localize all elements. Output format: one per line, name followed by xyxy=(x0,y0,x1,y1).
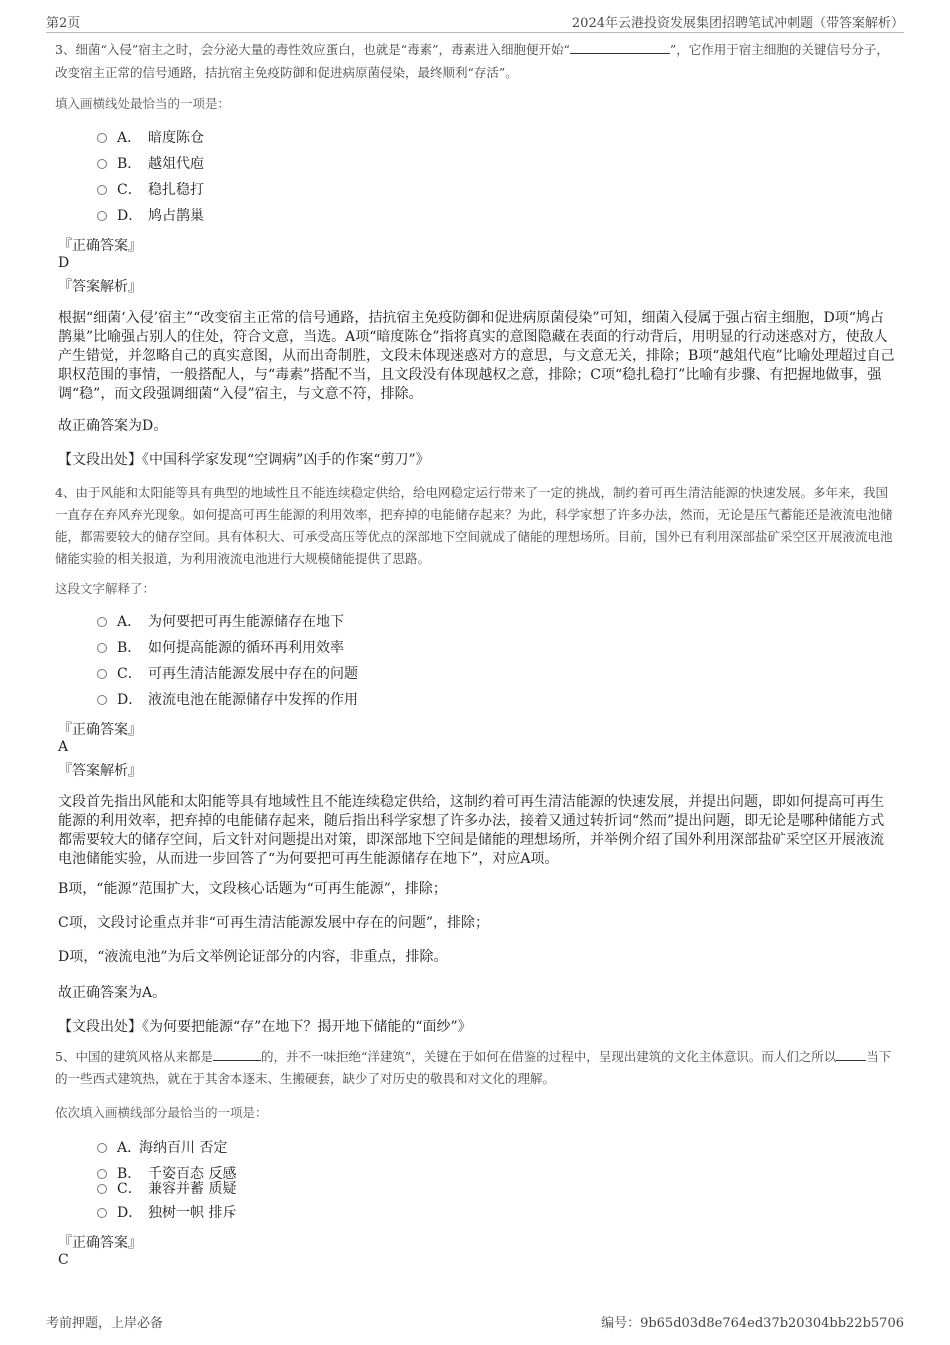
stem-text: 3、细菌“入侵”宿主之时，会分泌大量的毒性效应蛋白，也就是“毒素”，毒素进入细胞便开始“ xyxy=(55,42,570,57)
analysis-option-c: C项，文段讨论重点并非“可再生清洁能源发展中存在的问题”，排除； xyxy=(58,915,490,931)
footer-slogan: 考前押题，上岸必备 xyxy=(46,1316,164,1331)
radio-icon[interactable] xyxy=(97,643,107,653)
radio-icon[interactable] xyxy=(97,211,107,221)
option-b[interactable]: B． 越俎代庖 xyxy=(97,154,204,174)
radio-icon[interactable] xyxy=(97,185,107,195)
document-title: 2024年云港投资发展集团招聘笔试冲刺题（带答案解析） xyxy=(571,16,904,31)
analysis-option-b: B项，“能源”范围扩大，文段核心话题为“可再生能源”，排除； xyxy=(58,881,447,897)
document-id: 编号：9b65d03d8e764ed37b20304bb22b5706 xyxy=(601,1316,904,1331)
option-a[interactable]: A． 为何要把可再生能源储存在地下 xyxy=(97,612,344,632)
stem-text: 的，并不一味拒绝“洋建筑”，关键在于如何在借鉴的过程中，呈现出建筑的文化主体意识。而人们之所以 xyxy=(260,1049,837,1064)
analysis-label: 『答案解析』 xyxy=(58,763,142,779)
radio-icon[interactable] xyxy=(97,133,107,143)
answer-value: A xyxy=(58,739,69,755)
option-b[interactable]: B． 千姿百态 反感 xyxy=(97,1164,236,1184)
answer-value: D xyxy=(58,255,70,271)
radio-icon[interactable] xyxy=(97,1184,107,1194)
analysis-option-d: D项，“液流电池”为后文举例论证部分的内容，非重点，排除。 xyxy=(58,949,448,965)
conclusion: 故正确答案为D。 xyxy=(58,418,168,434)
answer-label: 『正确答案』 xyxy=(58,722,142,738)
question-4-prompt: 这段文字解释了： xyxy=(55,581,156,596)
radio-icon[interactable] xyxy=(97,1143,107,1153)
radio-icon[interactable] xyxy=(97,1208,107,1218)
source-citation: 【文段出处】《中国科学家发现“空调病”凶手的作案“剪刀”》 xyxy=(58,452,430,468)
option-c[interactable]: C． 稳扎稳打 xyxy=(97,180,204,200)
analysis-label: 『答案解析』 xyxy=(58,279,142,295)
analysis-text: 根据“细菌‘入侵’宿主”“改变宿主正常的信号通路，拮抗宿主免疫防御和促进病原菌侵染”可知，细菌入侵属于强占宿主细胞，D项“鸠占鹊巢”比喻强占别人的住处，符合文意，当选。A项“暗度陈仓”指将真实的意图隐藏在表面的行动背后，用明显的行动迷惑对方，使敌人产生错觉，并忽略自己的真实意图，从而出奇制胜，文段未体现迷惑对方的意思，与文意无关，排除；B项“越俎代庖”比喻处理超过自己职权范围的事情，一般搭配人，与“毒素”搭配不当，且文段没有体现越权之意，排除；C项“稳扎稳打”比喻有步骤、有把握地做事，强调“稳”，而文段强调细菌“入侵”宿主，与文意不符，排除。 xyxy=(58,310,895,402)
radio-icon[interactable] xyxy=(97,617,107,627)
option-c[interactable]: C． 可再生清洁能源发展中存在的问题 xyxy=(97,664,358,684)
answer-value: C xyxy=(58,1252,69,1268)
page-number: 第2页 xyxy=(46,16,81,31)
option-c[interactable]: C． 兼容并蓄 质疑 xyxy=(97,1179,236,1199)
stem-text: 5、中国的建筑风格从来都是 xyxy=(55,1049,213,1064)
fill-blank xyxy=(213,1048,261,1061)
question-5-prompt: 依次填入画横线部分最恰当的一项是： xyxy=(55,1105,268,1120)
source-citation: 【文段出处】《为何要把能源“存”在地下？揭开地下储能的“面纱”》 xyxy=(58,1019,472,1035)
conclusion: 故正确答案为A。 xyxy=(58,985,167,1001)
analysis-text: 文段首先指出风能和太阳能等具有地域性且不能连续稳定供给，这制约着可再生清洁能源的快速发展，并提出问题，即如何提高可再生能源的利用效率，把弃掉的电能储存起来，随后指出科学家想了许多办法，接着又通过转折词“然而”提出问题，即无论是哪种储能方式都需要较大的储存空间，后文针对问题提出对策，即深部地下空间是储能的理想场所，并举例介绍了国外利用深部盐矿采空区开展液流电池储能实验，从而进一步回答了“为何要把可再生能源储存在地下”，对应A项。 xyxy=(58,794,885,867)
question-3-prompt: 填入画横线处最恰当的一项是： xyxy=(55,96,231,111)
option-b[interactable]: B． 如何提高能源的循环再利用效率 xyxy=(97,638,344,658)
fill-blank xyxy=(836,1048,866,1061)
stem-text: 当下的一些西式建筑热，就在于其舍本逐末、生搬硬套，缺少了对历史的敬畏和对文化的理解。 xyxy=(55,1049,892,1086)
option-a[interactable]: A． 暗度陈仓 xyxy=(97,128,204,148)
fill-blank xyxy=(570,41,670,54)
radio-icon[interactable] xyxy=(97,159,107,169)
question-3-stem xyxy=(55,38,895,84)
radio-icon[interactable] xyxy=(97,669,107,679)
stem-text: ”，它作用于宿主细胞的关键信号分子，改变宿主正常的信号通路，拮抗宿主免疫防御和促进病原菌侵染，最终顺利“存活”。 xyxy=(55,42,889,80)
option-d[interactable]: D． 独树一帜 排斥 xyxy=(97,1203,236,1223)
option-d[interactable]: D． 鸠占鹊巢 xyxy=(97,206,204,226)
question-5-stem xyxy=(55,1046,895,1090)
answer-label: 『正确答案』 xyxy=(58,1235,142,1251)
answer-label: 『正确答案』 xyxy=(58,238,142,254)
radio-icon[interactable] xyxy=(97,1169,107,1179)
option-a[interactable]: A．海纳百川 否定 xyxy=(97,1138,227,1158)
page-header xyxy=(46,12,904,33)
radio-icon[interactable] xyxy=(97,695,107,705)
question-4-stem: 4、由于风能和太阳能等具有典型的地域性且不能连续稳定供给，给电网稳定运行带来了一定的挑战，制约着可再生清洁能源的快速发展。多年来，我国一直存在弃风弃光现象。如何提高可再生能源的利用效率，把弃掉的电能储存起来？为此，科学家想了许多办法，然而，无论是压气蓄能还是液流电池储能，都需要较大的储存空间。具有体积大、可承受高压等优点的深部地下空间就成了储能的理想场所。目前，国外已有利用深部盐矿采空区开展液流电池储能实验的相关报道，为利用液流电池进行大规模储能提供了思路。 xyxy=(55,485,893,566)
option-d[interactable]: D． 液流电池在能源储存中发挥的作用 xyxy=(97,690,358,710)
